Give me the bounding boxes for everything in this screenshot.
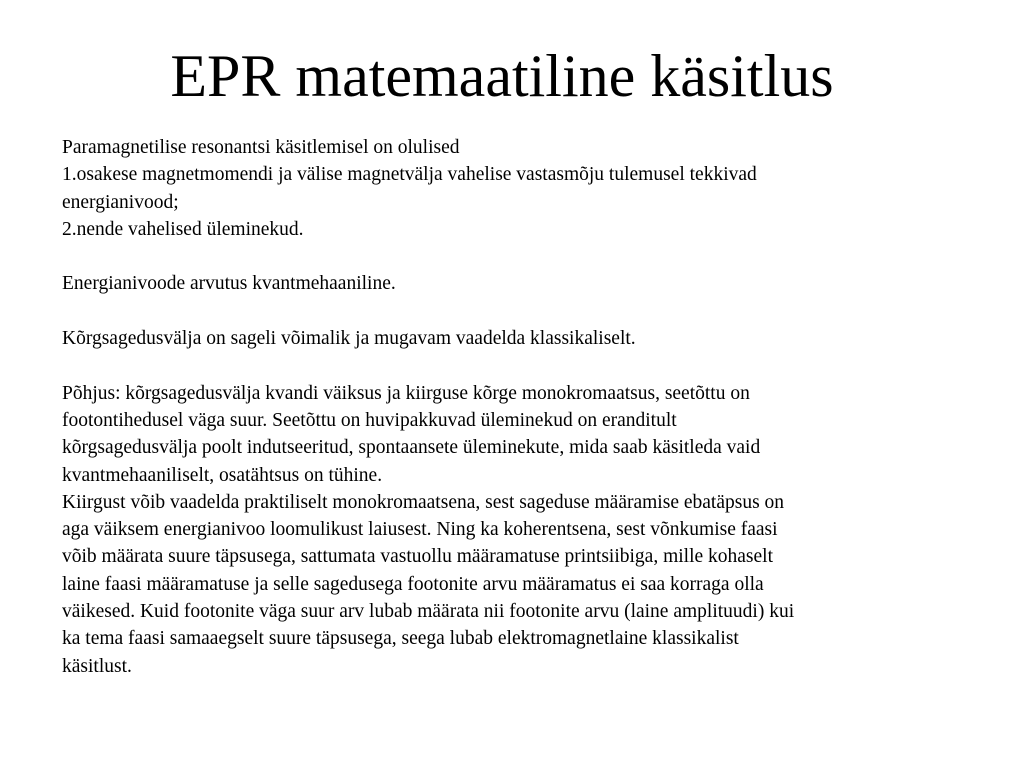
body-text-line: aga väiksem energianivoo loomulikust laiusest. Ning ka koherentsena, sest võnkumise faasi <box>62 519 778 541</box>
body-text-line: 2.nende vahelised üleminekud. <box>62 218 304 240</box>
body-text-line: laine faasi määramatuse ja selle sagedusega footonite arvu määramatus ei saa korraga olla <box>62 573 764 595</box>
body-text-line: kõrgsagedusvälja poolt indutseeritud, spontaansete üleminekute, mida saab käsitleda vaid <box>62 437 761 459</box>
slide-title: EPR matemaatiline käsitlus <box>170 43 834 109</box>
body-text-line: Paramagnetilise resonantsi käsitlemisel on olulised <box>62 137 460 158</box>
body-text-line: Kõrgsagedusvälja on sageli võimalik ja mugavam vaadelda klassikaliselt. <box>62 328 636 350</box>
body-text-line: ka tema faasi samaaegselt suure täpsusega, seega lubab elektromagnetlaine klassikalist <box>62 628 739 650</box>
body-text-line: Energianivoode arvutus kvantmehaaniline. <box>62 273 396 295</box>
body-text-line: 1.osakese magnetmomendi ja välise magnetvälja vahelise vastasmõju tulemusel tekkivad <box>62 164 757 186</box>
body-text-line: energianivood; <box>62 191 179 213</box>
blank-line <box>62 352 942 379</box>
body-text-line: Põhjus: kõrgsagedusvälja kvandi väiksus ja kiirguse kõrge monokromaatsus, seetõttu on <box>62 382 750 404</box>
body-text-line: footontihedusel väga suur. Seetõttu on huvipakkuvad üleminekud on eranditult <box>62 409 677 431</box>
body-text-line: käsitlust. <box>62 655 132 677</box>
body-text-line: võib määrata suure täpsusega, sattumata vastuollu määramatuse printsiibiga, mille kohaselt <box>62 546 774 568</box>
body-text-line: kvantmehaaniliselt, osatähtsus on tühine. <box>62 464 383 486</box>
blank-line <box>62 298 942 325</box>
slide-body <box>62 134 942 680</box>
blank-line <box>62 243 942 270</box>
body-text-line: väikesed. Kuid footonite väga suur arv lubab määrata nii footonite arvu (laine amplituudi) kui <box>62 601 795 623</box>
body-text-line: Kiirgust võib vaadelda praktiliselt monokromaatsena, sest sageduse määramise ebatäpsus on <box>62 491 785 513</box>
